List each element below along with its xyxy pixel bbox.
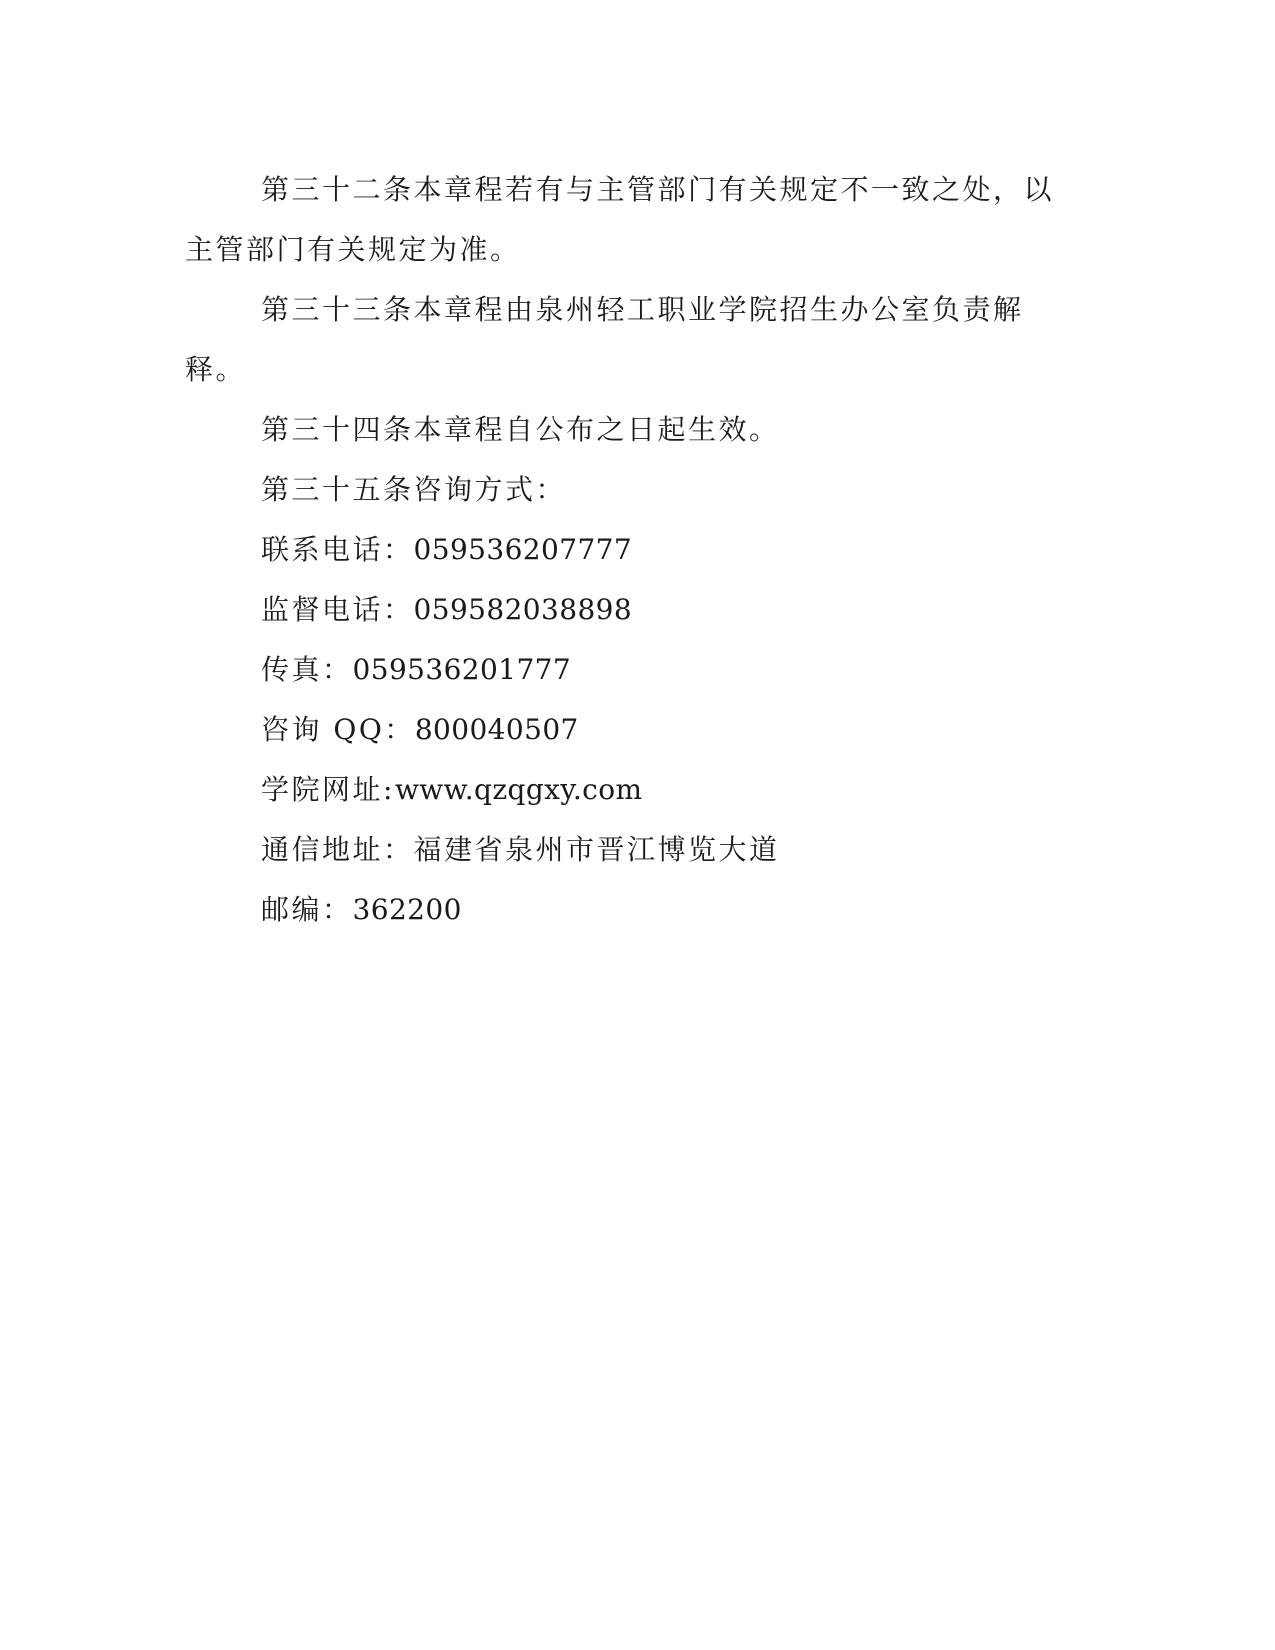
article-32-paragraph: 第三十二条本章程若有与主管部门有关规定不一致之处，以主管部门有关规定为准。 xyxy=(185,173,1055,266)
qq-line xyxy=(185,700,1065,760)
website-line xyxy=(185,760,1065,820)
contact-phone-label: 联系电话： xyxy=(261,533,414,566)
article-34-paragraph: 第三十四条本章程自公布之日起生效。 xyxy=(261,413,780,446)
article-35-paragraph: 第三十五条咨询方式： xyxy=(261,473,567,506)
website-value: www.qzqgxy.com xyxy=(394,773,643,806)
fax-value: 059536201777 xyxy=(352,653,572,686)
postcode-label: 邮编： xyxy=(261,893,353,926)
contact-phone-value: 059536207777 xyxy=(413,533,633,566)
address-label: 通信地址： xyxy=(261,833,414,866)
contact-phone-line xyxy=(185,520,1065,580)
document-body xyxy=(185,160,1065,940)
supervision-phone-value: 059582038898 xyxy=(413,593,633,626)
website-label: 学院网址: xyxy=(261,773,395,806)
postcode-line xyxy=(185,880,1065,940)
article-33-paragraph: 第三十三条本章程由泉州轻工职业学院招生办公室负责解释。 xyxy=(185,293,1024,386)
qq-label: 咨询 QQ： xyxy=(261,713,415,746)
address-value: 福建省泉州市晋江博览大道 xyxy=(413,833,780,866)
qq-value: 800040507 xyxy=(414,713,579,746)
postcode-value: 362200 xyxy=(352,893,462,926)
fax-line xyxy=(185,640,1065,700)
supervision-phone-label: 监督电话： xyxy=(261,593,414,626)
supervision-phone-line xyxy=(185,580,1065,640)
address-line xyxy=(185,820,1065,880)
fax-label: 传真： xyxy=(261,653,353,686)
